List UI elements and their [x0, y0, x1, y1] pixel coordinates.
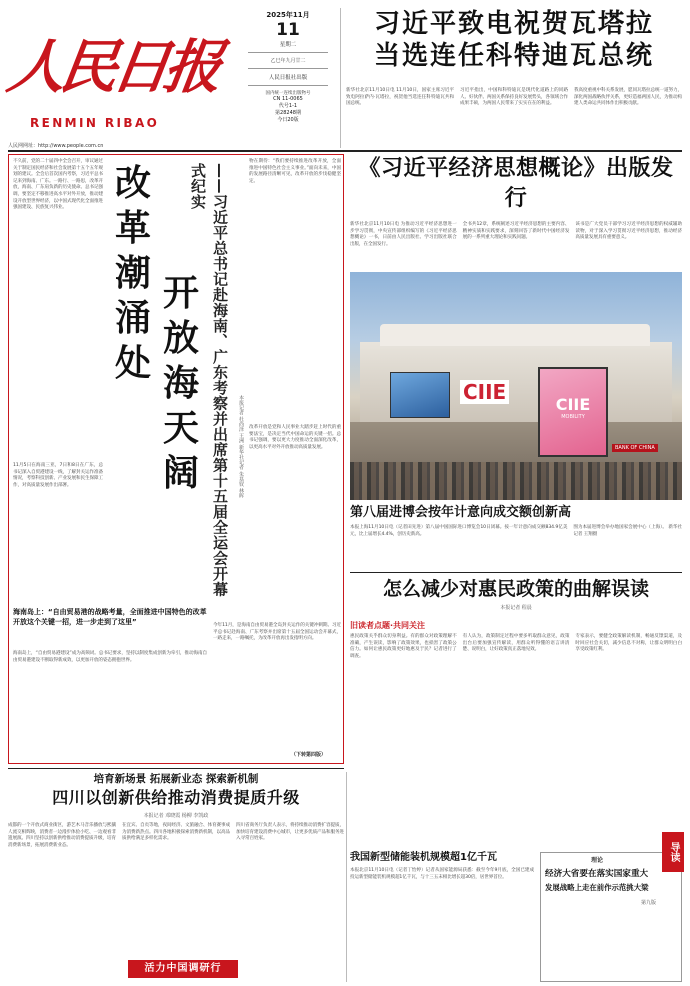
theory-title-2: 发展战略上走在前作示范挑大梁 — [545, 883, 649, 892]
reform-title-char: 涌 — [114, 298, 151, 339]
cn-code-label: 国内统一连续出版物号 — [265, 91, 311, 96]
reform-title-char: 潮 — [114, 253, 151, 294]
cn-number: CN 11-0065 — [273, 96, 303, 102]
book-story-col-2: 全书共12章，系统阐述习近平经济思想的主要内容、精神实质和实践要求，深刻回答了新时代中国经济发展的一系列重大理论和实践问题。 — [462, 222, 570, 241]
date-year-month: 2025年11月 — [266, 11, 310, 19]
consumption-story — [8, 772, 344, 982]
guide-tab — [662, 832, 684, 872]
pinyin-label: RENMIN RIBAO — [30, 116, 160, 130]
reform-feature — [8, 154, 344, 764]
reform-lead: 今年11月，是海南自由贸易港全岛封关运作的关键冲刺期。习近平总书记赴海南、广东考察并出席第十五届全国运动会开幕式，一路走来，一路嘱托，为改革开放再出发指明方向。 — [213, 623, 341, 642]
reform-title-char: 阔 — [162, 453, 199, 494]
reform-title-char: 改 — [114, 163, 151, 204]
issue-number: 第28248期 — [275, 110, 301, 116]
policy-col-3: 专家表示，要健全政策解读机制，畅通反馈渠道，及时回应社会关切，减少信息不对称，让群众明明白白享受政策红利。 — [575, 634, 683, 653]
storage-body: 本报北京11月10日电（记者丁怡婷）记者从国家能源局获悉：截至今年9月底，全国已建成投运新型储能装机规模超1亿千瓦，与十三五末相比增长超30倍，居世界首位。 — [350, 868, 534, 880]
reform-col-right: 物在期待：“我们要持续推进改革开放，全面推进中国特色社会主义事业。”面向未来，中国的发展路径清晰可见，改革开放的步伐稳健坚定。 — [249, 159, 341, 184]
reform-continued-note: （下转第四版） — [291, 752, 327, 758]
reform-title-char: 天 — [162, 408, 199, 449]
expo-billboard-logo: CIIE — [555, 395, 591, 414]
reform-col-left: 不久前，党的二十届四中全会召开，审议通过关于制定国民经济和社会发展第十五个五年规划的建议。全会后首次国内考察，习近平总书记来到海南、广东。一路行、一路思，改革开放，海南、广东肩负新的历史使命。总书记强调，要坚定不移推进高水平对外开放，推动建设开放型世界经济，以中国式现代化全面推进强国建设、民族复兴伟业。 — [13, 159, 103, 211]
masthead — [3, 8, 338, 150]
theory-title-1: 经济大省要在落实国家重大 — [545, 869, 649, 879]
photo-credit: 图为本届进博会举办地国家会展中心（上海）。 新华社记者 王翔摄 — [573, 525, 682, 537]
website-label: 人民网网址：http://www.people.com.cn — [8, 143, 104, 149]
consumption-kicker: 培育新场景 拓展新业态 探索新机制 — [93, 773, 259, 785]
top-story-headline-1: 习近平致电祝贺瓦塔拉 — [373, 9, 654, 39]
reform-title-char: 放 — [162, 318, 199, 359]
reform-title-char: 海 — [162, 363, 199, 404]
expo-billboard-sub: MOBILITY — [561, 414, 585, 420]
photo-caption-title: 第八届进博会按年计意向成交额创新高 — [350, 505, 572, 520]
photo-caption-block — [350, 504, 682, 568]
bank-sign: BANK OF CHINA — [612, 444, 658, 452]
policy-subhead: 旧读者点题·共同关注 — [350, 621, 426, 630]
top-story-col-1: 新华社北京11月10日电 11月10日，国家主席习近平致电阿拉萨内·瓦塔拉，祝贺他当选连任科特迪瓦共和国总统。 — [346, 88, 454, 107]
date-day: 11 — [276, 20, 300, 40]
consumption-headline: 四川以创新供给推动消费提质升级 — [52, 788, 300, 807]
reform-title-char: 革 — [114, 208, 151, 249]
reform-col-right-2: 改革开放是党和人民事业大踏步赶上时代的重要法宝，是决定当代中国命运的关键一招。总书记强调，要以更大力度推动全面深化改革，以更高水平对外开放推动高质量发展。 — [249, 425, 341, 450]
storage-headline: 我国新型储能装机规模超1亿千瓦 — [350, 852, 497, 863]
consumption-col-1: 成都的一个开放式商业街区，游艺木马音乐播放与熙攘人流交相辉映，消费者一边漫步体验小吃、一边观看非遗展演。四川坚持以创新供给推动消费提质升级，培育消费新场景，拓展消费新业态。 — [8, 823, 116, 848]
book-story-headline: 《习近平经济思想概论》出版发行 — [358, 156, 674, 211]
expo-sign: CIIE — [460, 380, 509, 404]
book-story — [350, 154, 682, 270]
policy-headline: 怎么减少对惠民政策的曲解误读 — [382, 578, 649, 600]
reform-subtitle: ——习近平总书记赴海南、广东考察并出席第十五届全运会开幕式纪实 — [189, 163, 229, 597]
reform-col-bottom: 海南岛上，“自由贸易港建设”成为高频词。总书记要求，坚持以制度集成创新为牵引，推动海南自由贸易港建设不断取得新成效，以更加开放的姿态拥抱世界。 — [13, 651, 207, 663]
guide-label: 导读 — [668, 842, 679, 862]
storage-story — [350, 850, 534, 982]
reform-byline: 本报记者 杜尚泽 王洲 新华社记者 朱基钗 林晖 — [238, 395, 244, 498]
book-story-col-3: 该书是广大党员干部学习习近平经济思想的权威辅助读物，对于深入学习贯彻习近平经济思想，推动经济高质量发展具有重要意义。 — [575, 222, 683, 241]
top-story — [346, 8, 682, 146]
expo-photo — [350, 272, 682, 500]
theory-box — [540, 852, 682, 982]
top-story-col-3: 我高度重视中科关系发展，愿同瓦塔拉总统一道努力，深化两国战略伙伴关系，更好造福两国人民，为推动构建人类命运共同体作出积极贡献。 — [574, 88, 682, 107]
lunar-date: 乙巳年九月廿二 — [270, 58, 306, 64]
reform-title-char: 处 — [114, 343, 151, 384]
reform-title-block — [107, 161, 207, 521]
weekday: 星期二 — [279, 42, 297, 48]
top-story-col-2: 习近平指出，中国和科特迪瓦是现代化道路上的同路人、好伙伴。两国关系保持良好发展势头，各领域合作成果丰硕，为两国人民带来了实实在在的利益。 — [460, 88, 568, 107]
photo-caption-text: 本报上海11月10日电（记者田先进）第八届中国国际进口博览会10日闭幕。按一年计意向成交额834.9亿美元，比上届增长4.4%，创历史新高。 — [350, 525, 568, 537]
reform-subhead: 海南岛上：“自由贸易港的战略考量，全面推进中国特色的改革开放这个关键一招，进一步走到了这里” — [13, 608, 207, 626]
postal-code: 代号1-1 — [278, 103, 298, 109]
policy-story — [350, 576, 682, 762]
expo-billboard — [538, 367, 608, 457]
reform-col-mid: 11月5日在海南三亚，7日和8日在广东，总书记深入自贸港建设一线，了解封关运作准备情况，考察科技创新、产业发展和民生保障工作，对高质量发展作出部署。 — [13, 463, 103, 488]
consumption-byline: 本报记者 邓晓霞 杨柳 李凯政 — [143, 813, 209, 819]
policy-byline: 本报记者 程晨 — [500, 605, 532, 611]
theory-page-ref: 第九版 — [641, 900, 657, 906]
policy-col-1: 惠民政策关乎群众切身利益。有的群众对政策理解不准确，产生误读，影响了政策效果，也损害了政策公信力。如何让惠民政策更好地惠及于民？记者进行了调查。 — [350, 634, 457, 659]
consumption-col-3: 四川省商务厅负责人表示，将持续推动消费扩容提质，加快培育建设消费中心城市，让更多优质产品和服务进入寻常百姓家。 — [236, 823, 344, 842]
reform-title-char: 开 — [162, 273, 199, 314]
top-story-headline-2: 当选连任科特迪瓦总统 — [373, 41, 654, 71]
page-count: 今日20版 — [277, 117, 299, 123]
publisher: 人民日报社出版 — [268, 75, 308, 81]
book-story-col-1: 新华社北京11月10日电 为推动习近平经济思想进一步学习贯彻，中央宣传部组织编写的《习近平经济思想概论》一书，日前由人民出版社、学习出版社联合出版，在全国发行。 — [350, 222, 457, 247]
theory-label: 理论 — [591, 857, 604, 864]
consumption-col-2: 在宜宾、自贡等地，夜间经济、文旅融合、体育赛事成为消费新热点。四川各地积极探索消费新机制，以高品质供给满足多样化需求。 — [122, 823, 230, 842]
date-block — [244, 10, 332, 150]
column-banner: 活力中国调研行 — [128, 960, 238, 978]
newspaper-logo: 人民日报 — [3, 33, 221, 101]
policy-col-2: 有人认为，政策制定过程中要多听取群众意见，政策出台后要加强宣传解读，用群众听得懂的语言讲清楚、说明白，让好政策真正落地见效。 — [462, 634, 570, 653]
